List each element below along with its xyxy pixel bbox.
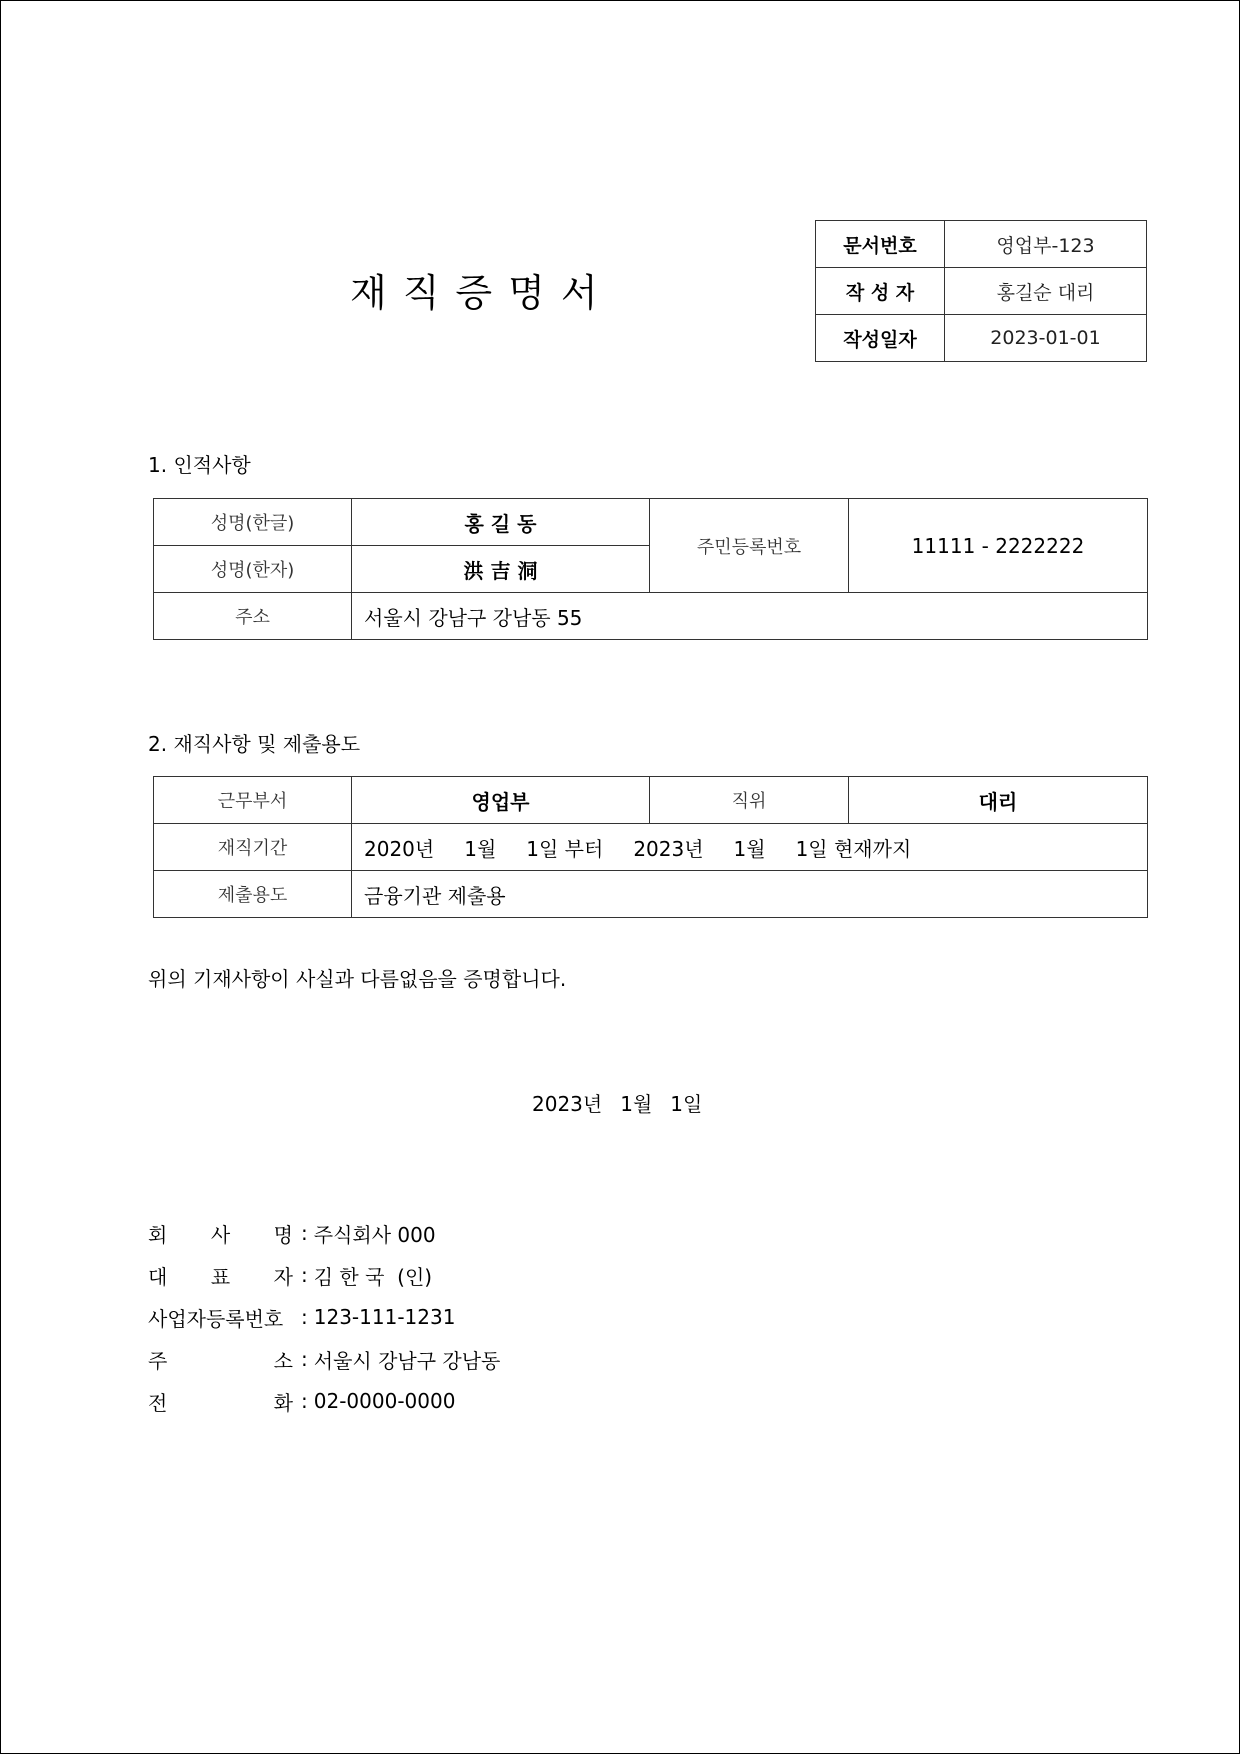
- name-hanja-label: 성명(한자): [154, 546, 352, 593]
- phone-value: 02-0000-0000: [313, 1389, 456, 1413]
- company-address-row: [148, 1338, 500, 1380]
- document-info-table: [815, 220, 1147, 362]
- name-korean-label: 성명(한글): [154, 499, 352, 546]
- business-number-value: 123-111-1231: [313, 1305, 456, 1329]
- label-char: 주: [148, 1348, 168, 1373]
- label-char: 대: [148, 1264, 168, 1289]
- table-row: [154, 871, 1148, 918]
- issue-date: [532, 1088, 702, 1117]
- separator: :: [301, 1221, 308, 1245]
- author-value: 홍길순 대리: [945, 268, 1147, 315]
- ceo-value: 김 한 국 (인): [313, 1264, 433, 1289]
- address-label: 주소: [154, 593, 352, 640]
- company-name-label: [148, 1219, 293, 1248]
- position-label: 직위: [650, 777, 849, 824]
- period-start-month: 1월: [464, 836, 497, 861]
- table-row: [154, 499, 1148, 546]
- certification-statement: 위의 기재사항이 사실과 다름없음을 증명합니다.: [148, 967, 567, 991]
- personal-info-table: [153, 498, 1148, 640]
- table-row: [154, 593, 1148, 640]
- phone-label: [148, 1387, 293, 1416]
- doc-info-row: [816, 268, 1147, 315]
- document-title: 재직증명서: [350, 271, 614, 315]
- address-value: 서울시 강남구 강남동 55: [352, 593, 1148, 640]
- issue-day: 1일: [670, 1092, 703, 1116]
- separator: :: [301, 1389, 308, 1413]
- label-char: 사: [210, 1222, 231, 1247]
- employment-info-table: [153, 776, 1148, 918]
- employment-period-value: [352, 824, 1148, 871]
- company-name-row: [148, 1212, 500, 1254]
- name-hanja-value: 洪 吉 洞: [352, 546, 650, 593]
- label-char: 회: [148, 1222, 168, 1247]
- employment-period-label: 재직기간: [154, 824, 352, 871]
- label-char: 전: [148, 1390, 168, 1415]
- doc-number-label: 문서번호: [816, 221, 945, 268]
- table-row: [154, 824, 1148, 871]
- company-address-value: 서울시 강남구 강남동: [313, 1348, 501, 1373]
- resident-number-label: 주민등록번호: [650, 499, 849, 593]
- label-char: 소: [273, 1348, 293, 1373]
- name-korean-value: 홍 길 동: [352, 499, 650, 546]
- phone-row: [148, 1380, 500, 1422]
- company-address-label: [148, 1345, 293, 1374]
- business-number-row: [148, 1296, 500, 1338]
- business-number-label: [148, 1303, 293, 1332]
- label-text: 사업자등록번호: [148, 1306, 284, 1331]
- created-date-value: 2023-01-01: [945, 315, 1147, 362]
- period-end-year: 2023년: [633, 836, 704, 861]
- period-start-year: 2020년: [364, 836, 435, 861]
- ceo-label: [148, 1261, 293, 1290]
- issue-year: 2023년: [532, 1092, 603, 1116]
- label-char: 자: [273, 1264, 293, 1289]
- doc-info-row: [816, 315, 1147, 362]
- separator: :: [301, 1347, 308, 1371]
- period-end-month: 1월: [733, 836, 766, 861]
- resident-number-value: 11111 - 2222222: [849, 499, 1148, 593]
- separator: :: [301, 1263, 308, 1287]
- created-date-label: 작성일자: [816, 315, 945, 362]
- author-label: 작 성 자: [816, 268, 945, 315]
- period-start-day: 1일 부터: [526, 836, 604, 861]
- section1-heading: 1. 인적사항: [148, 453, 251, 477]
- table-row: [154, 777, 1148, 824]
- separator: :: [301, 1305, 308, 1329]
- doc-number-value: 영업부-123: [945, 221, 1147, 268]
- company-name-value: 주식회사 000: [313, 1222, 436, 1247]
- purpose-label: 제출용도: [154, 871, 352, 918]
- department-value: 영업부: [352, 777, 650, 824]
- doc-info-row: [816, 221, 1147, 268]
- label-char: 표: [210, 1264, 231, 1289]
- purpose-value: 금융기관 제출용: [352, 871, 1148, 918]
- company-info: [148, 1212, 500, 1422]
- position-value: 대리: [849, 777, 1148, 824]
- label-char: 화: [273, 1390, 293, 1415]
- department-label: 근무부서: [154, 777, 352, 824]
- ceo-row: [148, 1254, 500, 1296]
- period-end-day: 1일 현재까지: [795, 836, 912, 861]
- section2-heading: 2. 재직사항 및 제출용도: [148, 732, 361, 756]
- label-char: 명: [273, 1222, 293, 1247]
- issue-month: 1월: [620, 1092, 653, 1116]
